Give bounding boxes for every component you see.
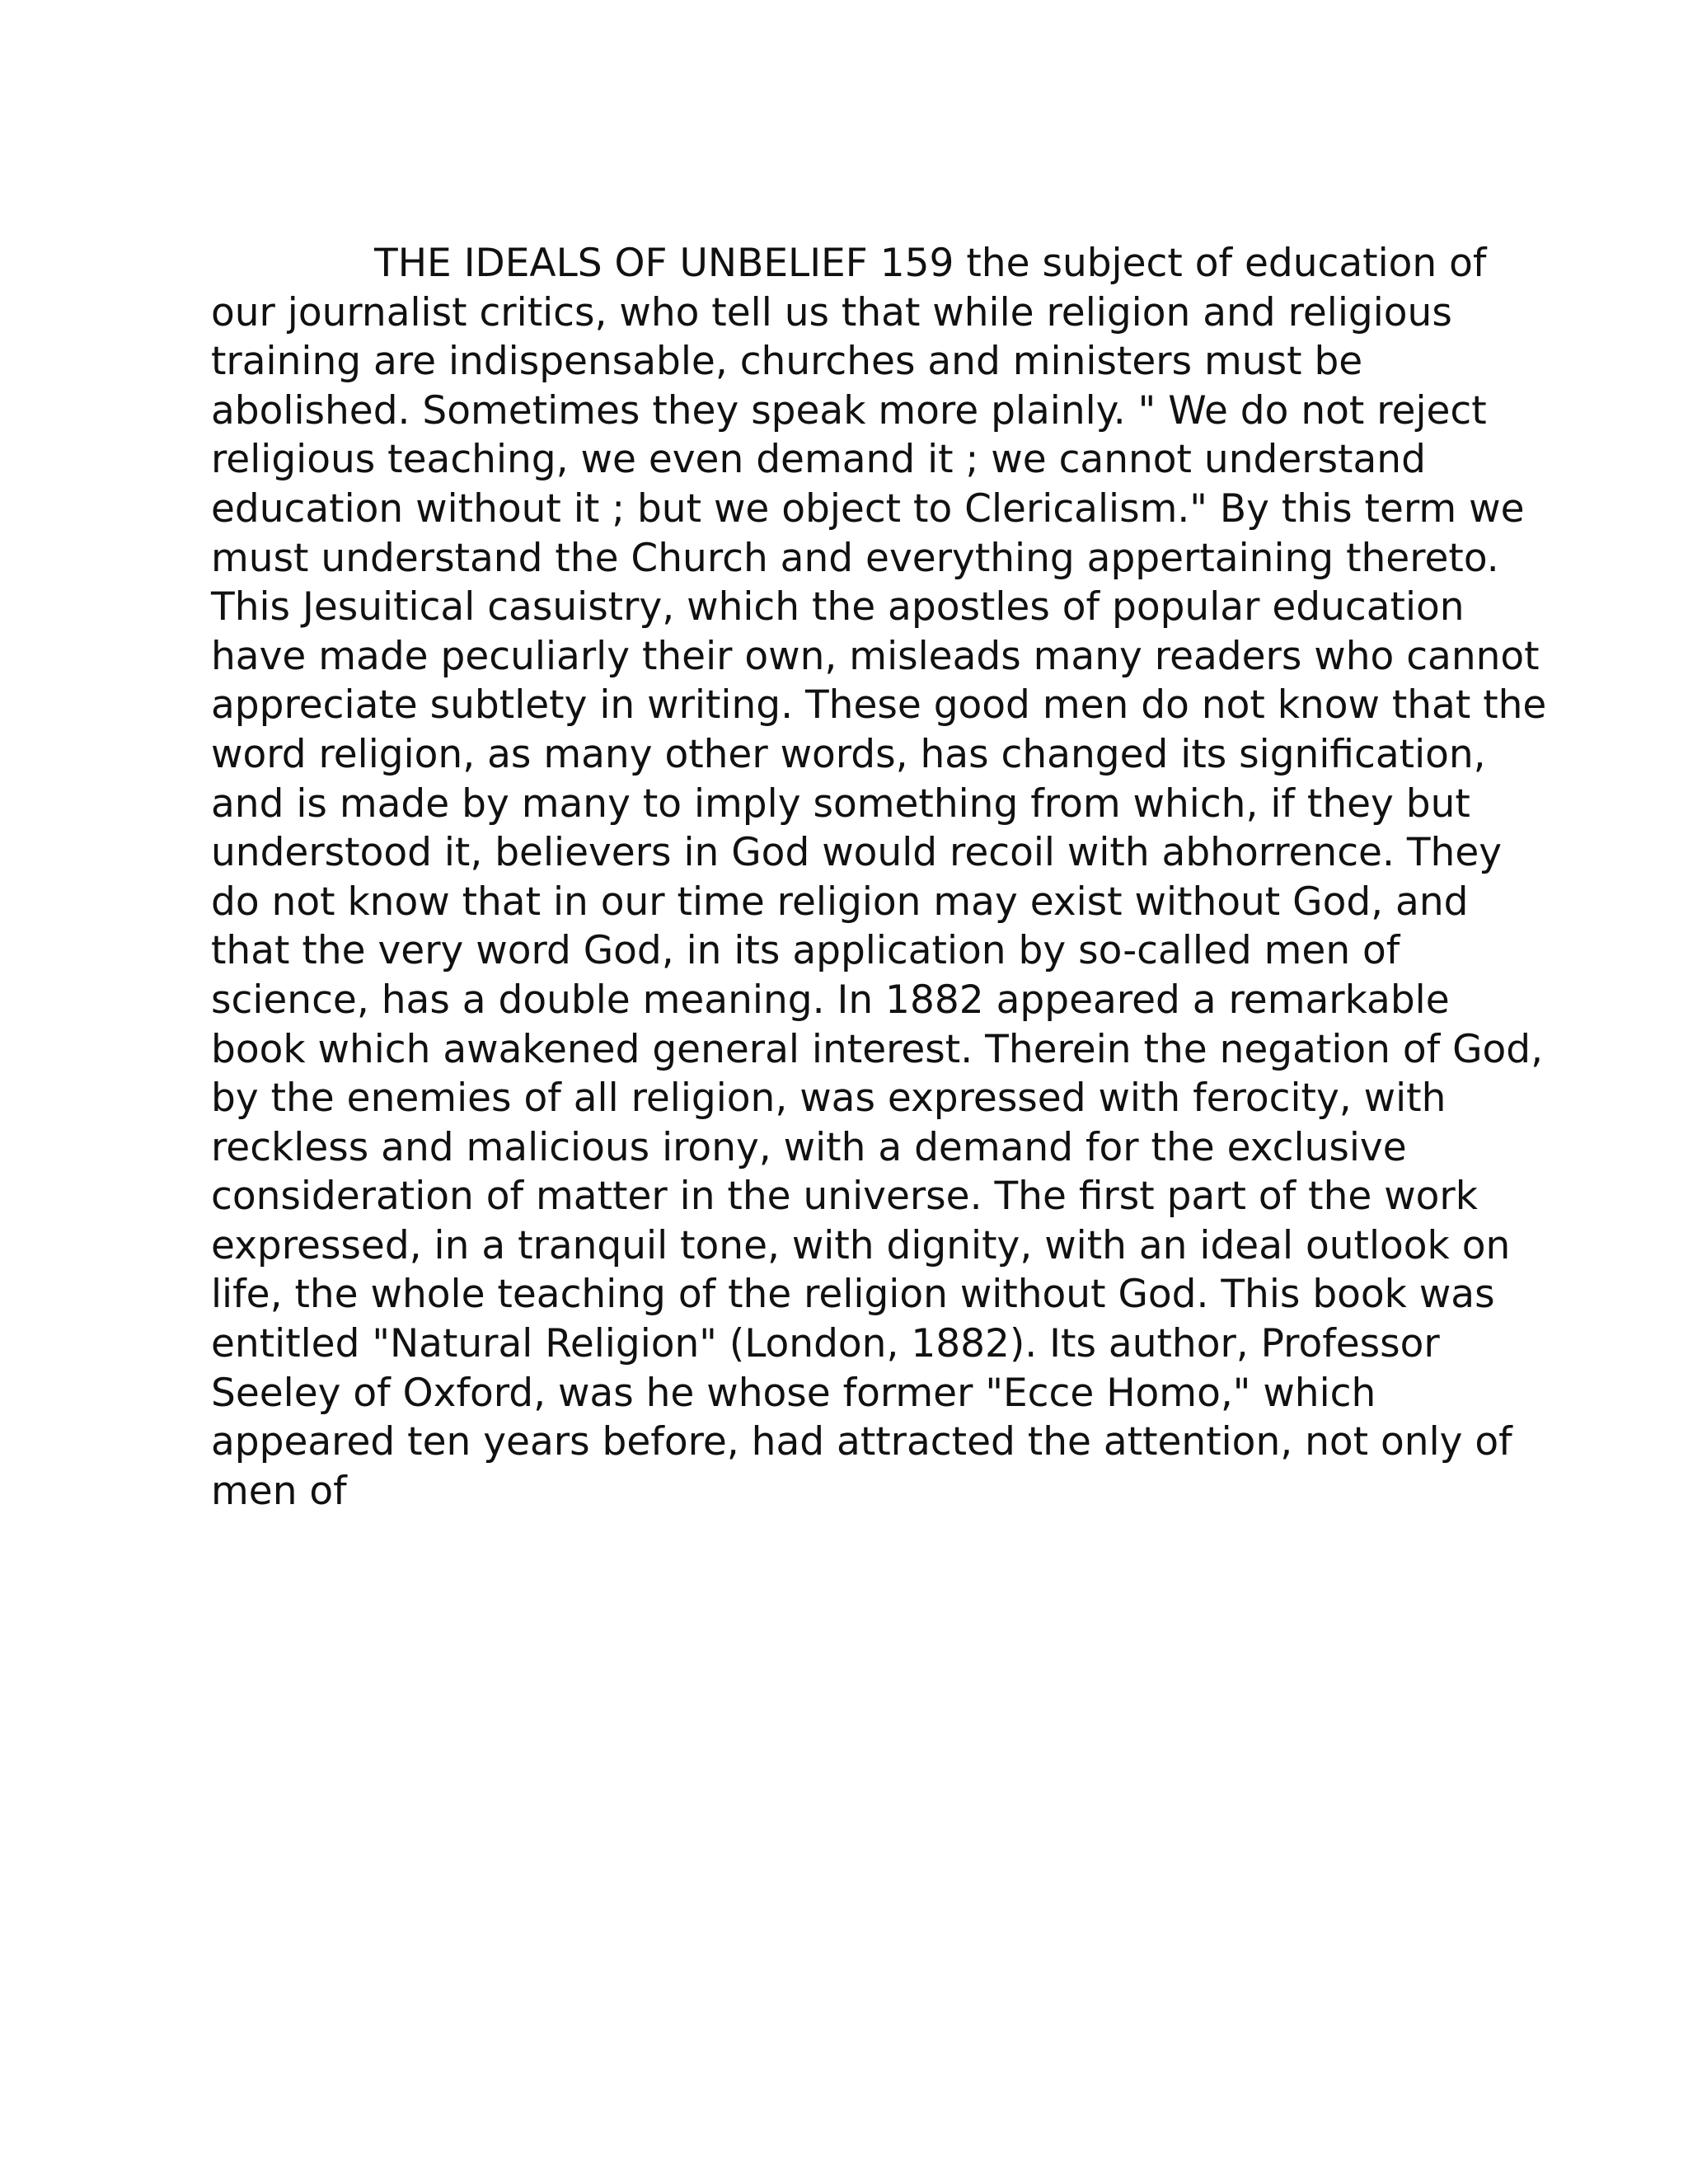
text-line-15: that the very word God, in its application by so-called men of — [211, 928, 1400, 974]
text-line-23: entitled "Natural Religion" (London, 1882). Its author, Professor — [211, 1321, 1440, 1367]
text-line-18: by the enemies of all religion, was expressed with ferocity, with — [211, 1076, 1447, 1122]
text-line-20: consideration of matter in the universe. The first part of the work — [211, 1174, 1478, 1220]
body-text — [211, 239, 1547, 1516]
text-line-1: THE IDEALS OF UNBELIEF 159 the subject of education of — [374, 241, 1487, 286]
text-line-6: education without it ; but we object to Clericalism." By this term we — [211, 485, 1525, 532]
text-line-19: reckless and malicious irony, with a demand for the exclusive — [211, 1124, 1407, 1170]
text-line-2: our journalist critics, who tell us that while religion and religious — [211, 289, 1452, 335]
text-line-7: must understand the Church and everything appertaining thereto. — [211, 535, 1499, 581]
text-line-24: Seeley of Oxford, was he whose former "Ecce Homo," which — [211, 1370, 1376, 1416]
text-line-26: men of — [211, 1468, 347, 1514]
text-line-11: word religion, as many other words, has changed its signification, — [211, 731, 1486, 777]
text-line-5: religious teaching, we even demand it ; we cannot understand — [211, 437, 1426, 483]
text-line-14: do not know that in our time religion may exist without God, and — [211, 879, 1469, 925]
text-line-16: science, has a double meaning. In 1882 appeared a remarkable — [211, 977, 1450, 1023]
text-line-4: abolished. Sometimes they speak more plainly. " We do not reject — [211, 387, 1487, 434]
text-line-8: This Jesuitical casuistry, which the apostles of popular education — [211, 584, 1465, 630]
text-line-25: appeared ten years before, had attracted the attention, not only of — [211, 1419, 1512, 1465]
text-line-22: life, the whole teaching of the religion without God. This book was — [211, 1272, 1495, 1318]
text-line-10: appreciate subtlety in writing. These good men do not know that the — [211, 682, 1547, 729]
text-line-12: and is made by many to imply something from which, if they but — [211, 780, 1470, 827]
text-line-13: understood it, believers in God would recoil with abhorrence. They — [211, 830, 1503, 876]
text-line-21: expressed, in a tranquil tone, with dignity, with an ideal outlook on — [211, 1222, 1511, 1268]
text-line-3: training are indispensable, churches and ministers must be — [211, 339, 1363, 385]
text-line-9: have made peculiarly their own, misleads many readers who cannot — [211, 633, 1540, 679]
text-line-17: book which awakened general interest. Therein the negation of God, — [211, 1026, 1544, 1072]
